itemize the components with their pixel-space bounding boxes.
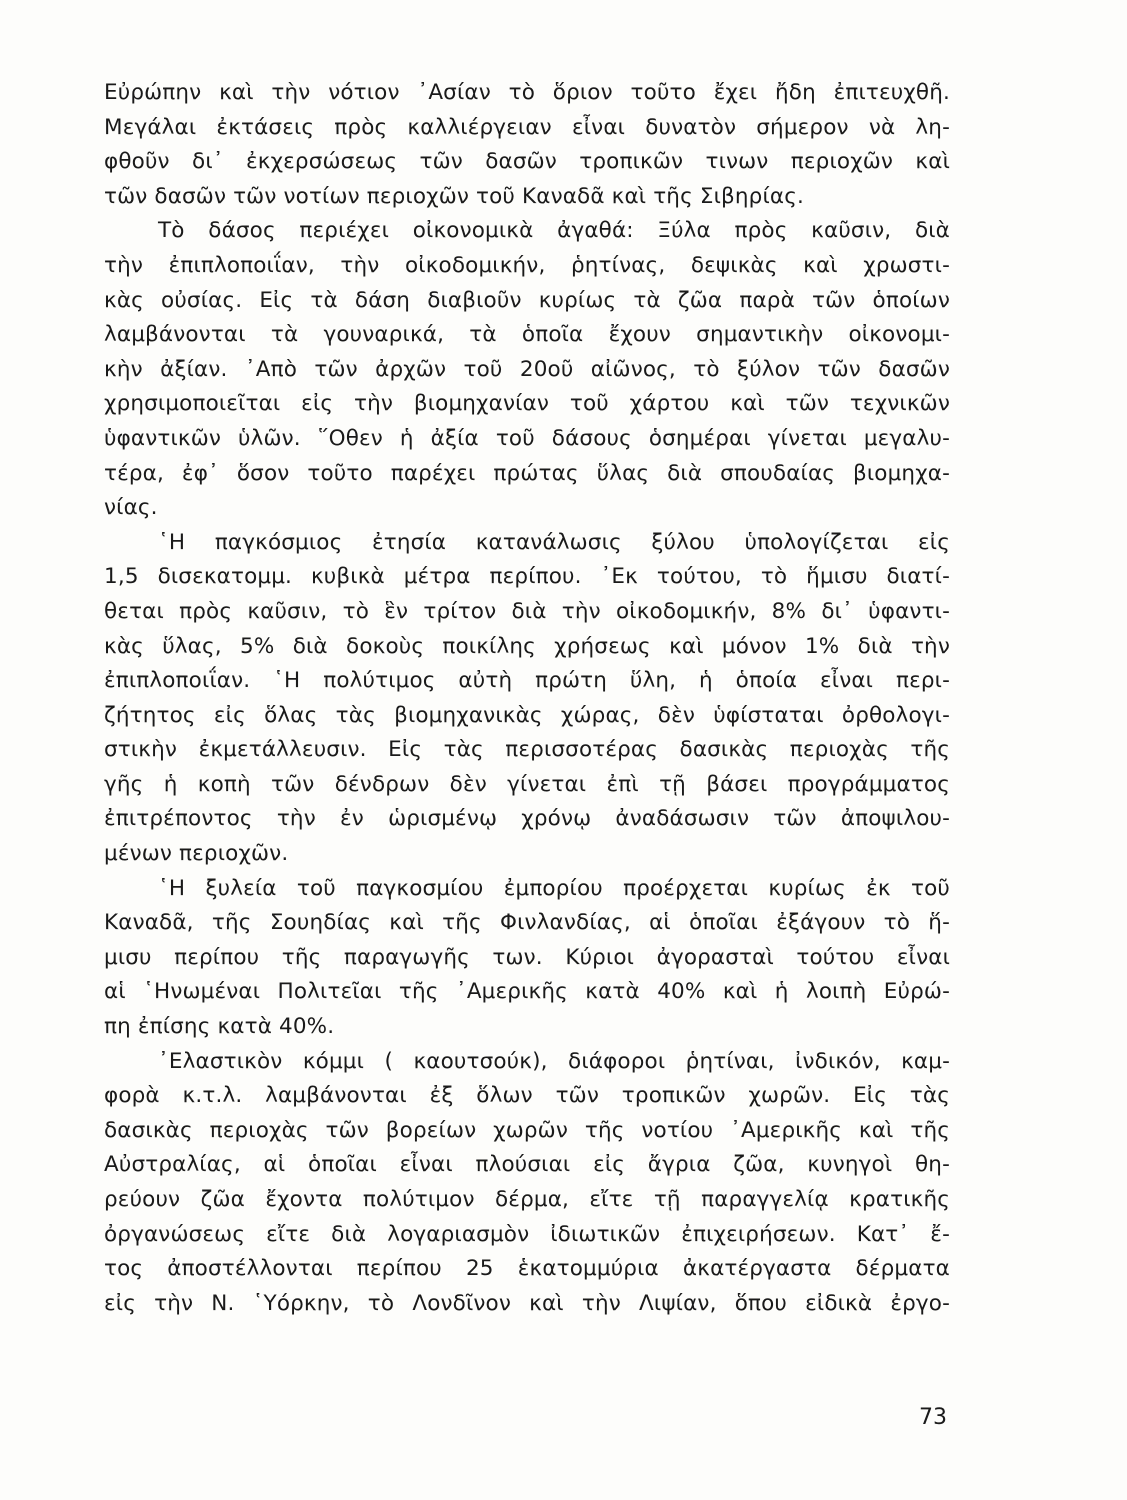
text-line: γῆς ἡ κοπὴ τῶν δένδρων δὲν γίνεται ἐπὶ τῇ βάσει προγράμματος xyxy=(104,771,950,797)
text-line: κὴν ἀξίαν. ᾿Απὸ τῶν ἀρχῶν τοῦ 20οῦ αἰῶνος, τὸ ξύλον τῶν δασῶν xyxy=(104,356,950,382)
text-line: ᾿Ελαστικὸν κόμμι ( καουτσούκ), διάφοροι ῥητίναι, ἰνδικόν, καμ- xyxy=(158,1048,950,1074)
text-line: ῾Η ξυλεία τοῦ παγκοσμίου ἐμπορίου προέρχεται κυρίως ἐκ τοῦ xyxy=(158,875,950,901)
text-line: κὰς οὐσίας. Εἰς τὰ δάση διαβιοῦν κυρίως τὰ ζῶα παρὰ τῶν ὁποίων xyxy=(104,287,950,313)
text-line: ὀργανώσεως εἴτε διὰ λογαριασμὸν ἰδιωτικῶν ἐπιχειρήσεων. Κατ᾿ ἔ- xyxy=(104,1221,950,1247)
text-line: μισυ περίπου τῆς παραγωγῆς των. Κύριοι ἀγορασταὶ τούτου εἶναι xyxy=(104,944,950,970)
text-line: ἐπιπλοποιΐαν. ῾Η πολύτιμος αὐτὴ πρώτη ὕλη, ἡ ὁποία εἶναι περι- xyxy=(104,668,950,694)
text-line: 1,5 δισεκατομμ. κυβικὰ μέτρα περίπου. ᾿Εκ τούτου, τὸ ἥμισυ διατί- xyxy=(104,564,950,590)
text-line: ὑφαντικῶν ὑλῶν. ῞Οθεν ἡ ἀξία τοῦ δάσους ὁσημέραι γίνεται μεγαλυ- xyxy=(104,425,950,451)
text-line: εἰς τὴν Ν. ῾Υόρκην, τὸ Λονδῖνον καὶ τὴν Λιψίαν, ὅπου εἰδικὰ ἐργο- xyxy=(104,1290,950,1316)
text-line: κὰς ὕλας, 5% διὰ δοκοὺς ποικίλης χρήσεως καὶ μόνον 1% διὰ τὴν xyxy=(104,633,950,659)
text-line: ἐπιτρέποντος τὴν ἐν ὡρισμένῳ χρόνῳ ἀναδάσωσιν τῶν ἀποψιλου- xyxy=(104,806,950,832)
text-line: Καναδᾶ, τῆς Σουηδίας καὶ τῆς Φινλανδίας, αἱ ὁποῖαι ἐξάγουν τὸ ἥ- xyxy=(104,910,950,936)
text-line: αἱ ῾Ηνωμέναι Πολιτεῖαι τῆς ᾿Αμερικῆς κατὰ 40% καὶ ἡ λοιπὴ Εὐρώ- xyxy=(104,979,950,1005)
text-line: Εὐρώπην καὶ τὴν νότιον ᾿Ασίαν τὸ ὅριον τοῦτο ἔχει ἤδη ἐπιτευχθῆ. xyxy=(104,80,950,105)
text-line: Τὸ δάσος περιέχει οἰκονομικὰ ἀγαθά: Ξύλα πρὸς καῦσιν, διὰ xyxy=(158,218,950,244)
text-line: τὴν ἐπιπλοποιΐαν, τὴν οἰκοδομικήν, ῥητίνας, δεψικὰς καὶ χρωστι- xyxy=(104,252,950,278)
text-line: δασικὰς περιοχὰς τῶν βορείων χωρῶν τῆς νοτίου ᾿Αμερικῆς καὶ τῆς xyxy=(104,1117,950,1143)
text-line: Μεγάλαι ἐκτάσεις πρὸς καλλιέργειαν εἶναι δυνατὸν σήμερον νὰ λη- xyxy=(104,114,950,140)
text-line: νίας. xyxy=(104,495,158,521)
text-line: ῾Η παγκόσμιος ἐτησία κατανάλωσις ξύλου ὑπολογίζεται εἰς xyxy=(158,529,950,555)
text-line: λαμβάνονται τὰ γουναρικά, τὰ ὁποῖα ἔχουν σημαντικὴν οἰκονομι- xyxy=(104,322,950,348)
text-line: στικὴν ἐκμετάλλευσιν. Εἰς τὰς περισσοτέρας δασικὰς περιοχὰς τῆς xyxy=(104,737,950,763)
text-line: ζήτητος εἰς ὅλας τὰς βιομηχανικὰς χώρας, δὲν ὑφίσταται ὀρθολογι- xyxy=(104,702,950,728)
text-line: τος ἀποστέλλονται περίπου 25 ἑκατομμύρια ἀκατέργαστα δέρματα xyxy=(104,1256,950,1282)
body-text xyxy=(104,76,950,1321)
text-line: θεται πρὸς καῦσιν, τὸ ἓν τρίτον διὰ τὴν οἰκοδομικήν, 8% δι᾿ ὑφαντι- xyxy=(104,598,950,624)
text-line: μένων περιοχῶν. xyxy=(104,841,289,867)
text-line: πη ἐπίσης κατὰ 40%. xyxy=(104,1014,335,1040)
text-line: τῶν δασῶν τῶν νοτίων περιοχῶν τοῦ Καναδᾶ καὶ τῆς Σιβηρίας. xyxy=(104,183,804,209)
text-line: φορὰ κ.τ.λ. λαμβάνονται ἐξ ὅλων τῶν τροπικῶν χωρῶν. Εἰς τὰς xyxy=(104,1083,950,1109)
text-line: Αὐστραλίας, αἱ ὁποῖαι εἶναι πλούσιαι εἰς ἄγρια ζῶα, κυνηγοὶ θη- xyxy=(104,1152,950,1178)
text-line: τέρα, ἐφ᾿ ὅσον τοῦτο παρέχει πρώτας ὕλας διὰ σπουδαίας βιομηχα- xyxy=(104,460,950,486)
text-line: ρεύουν ζῶα ἔχοντα πολύτιμον δέρμα, εἴτε τῇ παραγγελίᾳ κρατικῆς xyxy=(104,1187,950,1212)
page-number: 73 xyxy=(919,1405,947,1430)
text-line: χρησιμοποιεῖται εἰς τὴν βιομηχανίαν τοῦ χάρτου καὶ τῶν τεχνικῶν xyxy=(104,391,950,417)
text-line: φθοῦν δι᾿ ἐκχερσώσεως τῶν δασῶν τροπικῶν τινων περιοχῶν καὶ xyxy=(104,149,950,175)
